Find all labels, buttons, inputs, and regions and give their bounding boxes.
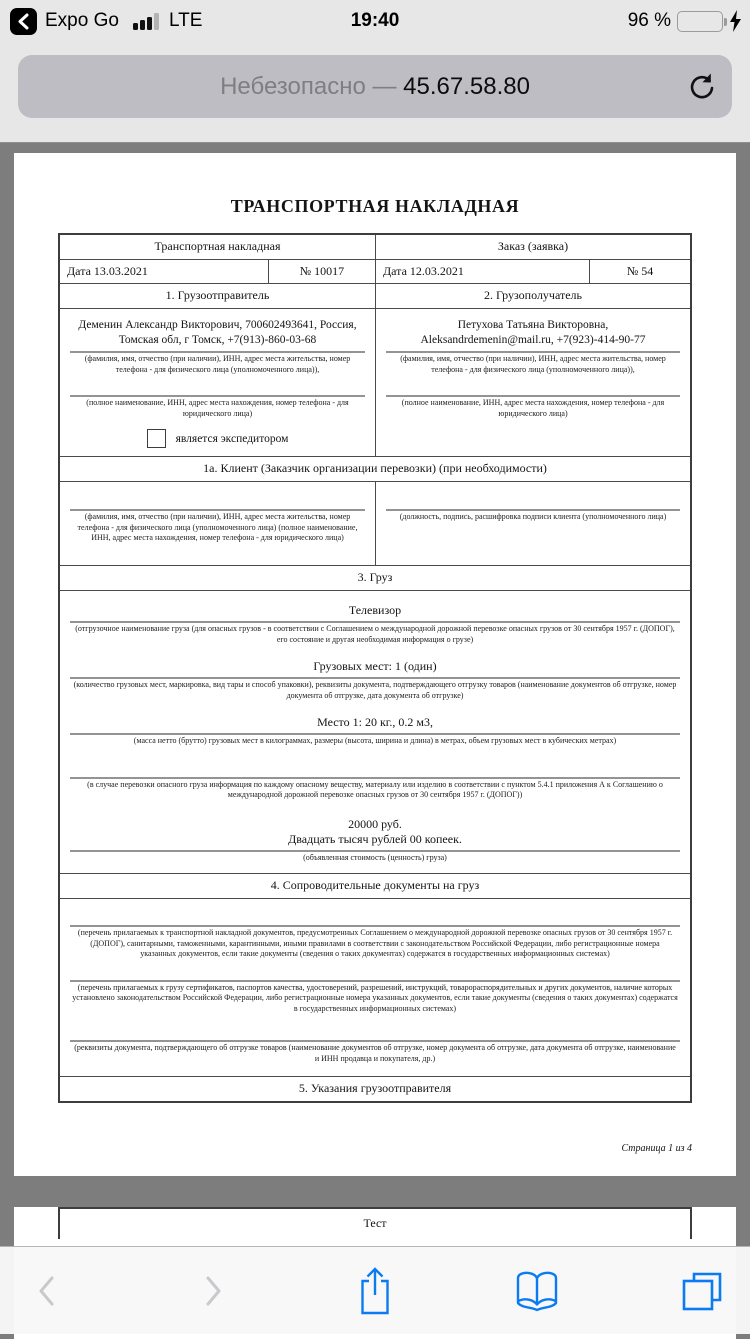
cargo-places-value: Грузовых мест: 1 (один) [313,659,437,673]
battery-percent-label: 96 % [627,10,671,31]
page-number-label: Страница 1 из 4 [621,1143,692,1154]
waybill-table-page2 [58,1207,692,1239]
cargo-places-caption: (количество грузовых мест, маркировка, вид тары и способ упаковки), реквизиты документа, подтверждающего отгрузку товаров (наименование документов об отгрузке, номер документа об отгрузке, дата документа об отгрузке) [73,680,677,700]
back-to-app-button[interactable] [10,8,37,35]
cargo-cost-number: 20000 руб. [348,816,402,831]
address-separator: — [365,72,404,100]
client-section-header: 1а. Клиент (Заказчик организации перевозки) (при необходимости) [203,461,547,475]
cargo-cost-words: Двадцать тысяч рублей 00 копеек. [288,831,462,846]
consignor-cell [60,309,375,456]
table-row [60,456,690,481]
cargo-place-details-value: Место 1: 20 кг., 0.2 м3, [317,715,433,729]
client-right-cell [375,482,690,565]
status-battery-group [628,10,742,32]
expeditor-checkbox[interactable] [147,429,166,448]
cargo-mass-caption: (масса нетто (брутто) грузовых мест в килограммах, размеры (высота, ширина и длина) в метрах, объем грузовых мест в кубических метрах) [133,736,617,745]
page2-first-cell: Тест [363,1216,387,1230]
table-row [60,565,690,590]
documents-list2-caption: (перечень прилагаемых к грузу сертификатов, паспортов качества, удостоверений, разрешений, инструкций, товарораспорядительных и других документов, наличие которых установлено законодательством Российской Федерации, либо регистрационные номера указанных документов, если такие документы (сведения о таких документах) содержатся в государственных информационных системах) [72,982,678,1013]
consignee-value: Петухова Татьяна Викторовна, Aleksandrdemenin@mail.ru, +7(923)-414-90-77 [420,319,646,346]
client-left-cell [60,482,375,565]
table-row [60,259,690,283]
order-right-title: Заказ (заявка) [375,235,690,259]
documents-list1-caption: (перечень прилагаемых к транспортной накладной документов, предусмотренных Соглашением о международной дорожной перевозке опасных грузов от 30 сентября 1957 г. (ДОПОГ), санитарными, таможенными, карантинными, иными правилами в соответствии с законодательством Российской Федерации, либо регистрационные номера указанных документов, если такие документы (сведения о таких документах) содержатся в государственных информационных системах) [77,928,673,958]
cargo-section-header: 3. Груз [357,570,393,584]
client-left-caption: (фамилия, имя, отчество (при наличии), ИНН, адрес места жительства, номер телефона - для физического лица (уполномоченного лица) (полное наименование, ИНН, адрес места нахождения, номер телефона - для юридического лица) [77,512,358,542]
status-app-name: Expo Go [45,10,119,31]
documents-requisites-caption: (реквизиты документа, подтверждающего об отгрузке товаров (наименование документов об отгрузке, номер документа об отгрузке, дата документа об отгрузке, наименование и ИНН продавца и покупателя, др.) [74,1043,676,1063]
charging-bolt-icon [729,10,742,32]
back-icon [38,1276,55,1306]
table-row [60,873,690,898]
tabs-icon [681,1270,723,1312]
back-button[interactable] [16,1247,76,1335]
consignee-entity-caption: (полное наименование, ИНН, адрес места нахождения, номер телефона - для юридического лица) [401,398,665,418]
consignee-cell [375,309,690,456]
cargo-cost-caption: (объявленная стоимость (ценность) груза) [303,852,447,862]
table-row [60,898,690,1076]
battery-icon [677,11,723,32]
tabs-button[interactable] [672,1247,732,1335]
status-time: 19:40 [350,10,400,31]
security-label: Небезопасно [220,72,366,100]
instructions-section-header: 5. Указания грузоотправителя [298,1081,452,1095]
table-row [60,283,690,308]
bookmarks-icon [514,1270,560,1312]
web-content-area[interactable] [0,144,750,1334]
document-page-1 [14,153,736,1176]
consignee-person-caption: (фамилия, имя, отчество (при наличии), ИНН, адрес места жительства, номер телефона - для физического лица (уполномоченного лица)), [400,354,666,374]
waybill-table [58,233,692,1103]
consignor-person-caption: (фамилия, имя, отчество (при наличии), ИНН, адрес места жительства, номер телефона - для физического лица (уполномоченного лица)), [84,354,351,374]
url-text: 45.67.58.80 [403,72,530,100]
consignee-section-header: 2. Грузополучатель [375,284,690,308]
back-to-app-icon [17,13,30,30]
browser-chrome [0,0,750,143]
order-number: № 54 [589,260,690,283]
table-row [60,235,690,259]
table-row [60,481,690,565]
table-row [60,590,690,873]
client-right-caption: (должность, подпись, расшифровка подписи клиента (уполномоченного лица) [399,512,667,521]
cargo-cell [60,591,690,873]
order-date: Дата 12.03.2021 [375,260,589,283]
consignor-entity-caption: (полное наименование, ИНН, адрес места нахождения, номер телефона - для юридического лица) [86,398,349,418]
share-icon [358,1267,392,1315]
documents-cell [60,899,690,1076]
address-bar[interactable] [18,55,732,118]
waybill-left-title: Транспортная накладная [154,239,281,253]
table-row [60,1209,690,1239]
table-row [60,308,690,456]
status-bar [0,0,750,42]
table-row [60,1076,690,1101]
bookmarks-button[interactable] [505,1247,569,1335]
cargo-dangerous-caption: (в случае перевозки опасного груза информация по каждому опасному веществу, материалу или изделию в соответствии с пунктом 5.4.1 приложения А к Соглашению о международной дорожной перевозке опасных грузов от 30 сентября 1957 г. (ДОПОГ)) [87,779,663,799]
documents-section-header: 4. Сопроводительные документы на груз [270,878,480,892]
reload-icon [686,70,718,102]
signal-bars-icon [133,13,159,30]
expeditor-row [60,429,375,448]
document-title: ТРАНСПОРТНАЯ НАКЛАДНАЯ [230,196,520,216]
waybill-date: Дата 13.03.2021 [67,264,148,278]
cargo-name-value: Телевизор [348,603,402,617]
consignor-value: Деменин Александр Викторович, 700602493641, Россия, Томская обл, г Томск, +7(913)-860-03-68 [78,319,357,346]
safari-toolbar [0,1246,750,1334]
status-network-label: LTE [168,10,203,31]
waybill-number: № 10017 [268,260,375,283]
reload-button[interactable] [686,70,718,109]
forward-icon [205,1276,222,1306]
share-button[interactable] [345,1247,405,1335]
forward-button[interactable] [183,1247,243,1335]
expeditor-checkbox-label: является экспедитором [175,432,289,445]
consignor-section-header: 1. Грузоотправитель [165,288,270,302]
cargo-name-caption: (отгрузочное наименование груза (для опасных грузов - в соответствии с Соглашением о международной дорожной перевозке опасных грузов от 30 сентября 1957 г. (ДОПОГ), его состояние и другая необходимая информация о грузе) [75,624,675,644]
